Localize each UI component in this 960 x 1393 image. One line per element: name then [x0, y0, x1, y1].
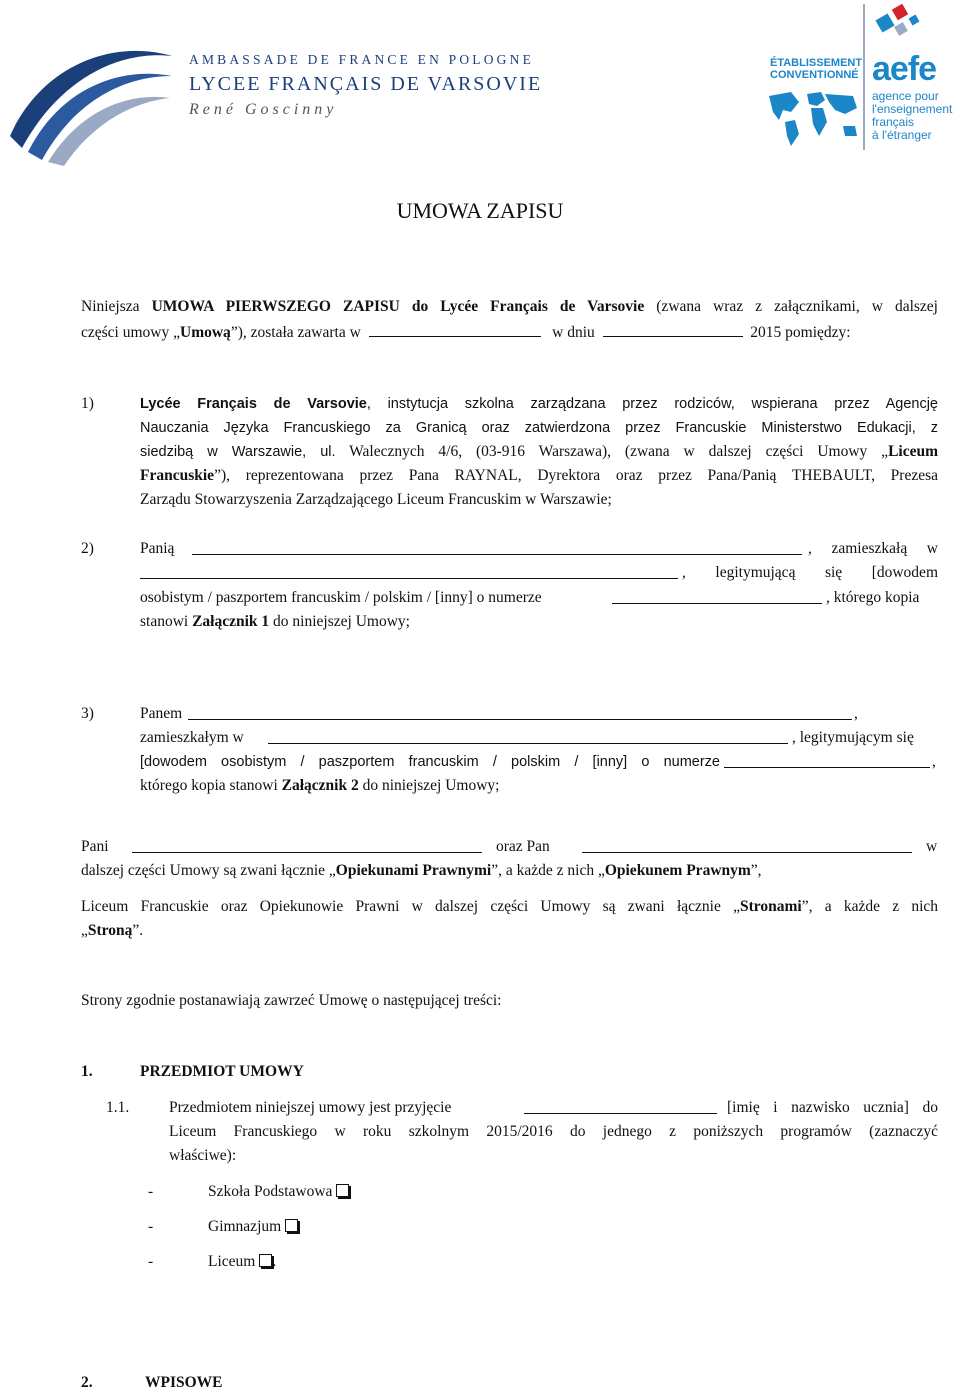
aefe-sub-3: français	[872, 115, 915, 129]
party1-l4b: ”), reprezentowana przez Pana RAYNAL, Dyrektora oraz przez Pana/Panią THEBAULT, Prezesa	[214, 467, 938, 484]
option-liceum-label: Liceum	[208, 1253, 256, 1270]
guardians-l2a: dalszej części Umowy są zwani łącznie „	[81, 862, 336, 879]
party3-l4c: do niniejszej Umowy;	[358, 777, 500, 794]
lycee-name-bold: Lycée Français de Varsovie	[140, 396, 367, 412]
embassy-line: AMBASSADE DE FRANCE EN POLOGNE	[189, 52, 535, 67]
guardians-oraz-pan: oraz Pan	[496, 838, 550, 855]
intro-text-2: (zwana wraz z załącznikami, w dalszej	[644, 298, 938, 315]
intro-line-1	[81, 297, 938, 317]
intro-text: Niniejsza	[81, 298, 152, 315]
checkbox-icon[interactable]	[285, 1219, 298, 1232]
party3-l1b: ,	[854, 705, 858, 722]
section-2-number	[81, 1373, 93, 1393]
party3-l3b: ,	[932, 753, 936, 770]
intro-l2d: w dniu	[552, 324, 595, 341]
checkbox-icon[interactable]	[336, 1184, 349, 1197]
lycee-logo-swoosh	[0, 28, 175, 168]
party2-address-blank[interactable]	[140, 564, 678, 579]
party1-l3a: siedzibą w Warszawie, ul.	[140, 444, 336, 460]
party2-id-blank[interactable]	[612, 589, 822, 604]
aefe-wordmark: aefe	[872, 50, 937, 88]
party1-line-2: Nauczania Języka Francuskiego za Granicą oraz zatwierdzona przez Francuskie Ministerstwo Edukacji, z	[140, 420, 938, 436]
option-dash: -	[148, 1183, 154, 1200]
parties-l1c: ”, a każde z nich	[801, 898, 938, 915]
party3-address-blank[interactable]	[268, 729, 788, 744]
aefe-sub-2: l'enseignement	[872, 102, 953, 116]
option-gimnazjum	[208, 1217, 298, 1237]
section-1-title	[140, 1062, 304, 1082]
zalacznik-2: Załącznik 2	[281, 777, 359, 794]
francuskie-bold: Francuskie	[140, 467, 215, 484]
agreement-statement: Strony zgodnie postanawiają zawrzeć Umowę o następującej treści:	[81, 992, 502, 1009]
party3-panem-label: Panem	[140, 705, 183, 722]
s1-num: 1.	[81, 1063, 93, 1080]
party3-name-blank[interactable]	[188, 705, 852, 720]
lycee-name: LYCEE FRANÇAIS DE VARSOVIE	[189, 73, 543, 95]
umowa-term: Umową	[180, 324, 231, 341]
party2-line-4	[140, 612, 410, 632]
party2-l2b: , legitymującą się [dowodem	[682, 564, 938, 581]
etab-line1: ÉTABLISSEMENT	[770, 57, 863, 69]
party3-line-4	[140, 776, 500, 796]
guardians-l2e: ”,	[750, 862, 762, 879]
s1-title: PRZEDMIOT UMOWY	[140, 1063, 304, 1080]
zalacznik-1: Załącznik 1	[192, 613, 270, 630]
option-szkola-label: Szkoła Podstawowa	[208, 1183, 333, 1200]
option-dash: -	[148, 1253, 154, 1270]
clause-1-1-l1a: Przedmiotem niniejszej umowy jest przyjęcie	[169, 1099, 452, 1116]
party2-pania-label: Panią	[140, 540, 175, 557]
guardians-l2c: ”, a każde z nich „	[491, 862, 605, 879]
intro-l2a: części umowy „	[81, 324, 180, 341]
intro-l2e: 2015 pomiędzy:	[750, 324, 851, 341]
checkbox-icon[interactable]	[259, 1254, 272, 1267]
party3-l2a: zamieszkałym w	[140, 729, 244, 746]
party1-l1: , instytucja szkolna zarządzana przez rodziców, wspierana przez Agencję	[366, 396, 938, 412]
world-map-icon	[765, 88, 860, 148]
opiekunem-prawnym: Opiekunem Prawnym	[604, 862, 751, 879]
option-dash: -	[148, 1218, 154, 1235]
intro-bold: UMOWA PIERWSZEGO ZAPISU do Lycée Français de Varsovie	[151, 298, 645, 315]
option-liceum	[208, 1252, 276, 1272]
parties-line-2	[81, 921, 143, 941]
party2-l4a: stanowi	[140, 613, 193, 630]
guardians-pan-blank[interactable]	[582, 838, 912, 853]
aefe-sub-4: à l'étranger	[872, 128, 932, 142]
s2-title: WPISOWE	[145, 1374, 223, 1391]
guardians-line-2	[81, 861, 762, 881]
party3-number: 3)	[81, 705, 94, 722]
clause-1-1-l1b: [imię i nazwisko ucznia] do	[727, 1099, 938, 1116]
etablissement-label	[770, 57, 863, 81]
party1-line-1	[140, 394, 938, 414]
clause-1-1-line-2: Liceum Francuskiego w roku szkolnym 2015/2016 do jednego z poniższych programów (zaznaczyć	[169, 1123, 938, 1140]
party3-l2b: , legitymującym się	[792, 729, 914, 746]
party1-line-4	[140, 466, 938, 486]
date-blank[interactable]	[603, 322, 743, 337]
document-title: UMOWA ZAPISU	[396, 198, 564, 223]
party1-number: 1)	[81, 395, 94, 412]
guardians-pani: Pani	[81, 838, 109, 855]
party1-line-5: Zarządu Stowarzyszenia Zarządzającego Liceum Francuskim w Warszawie;	[140, 491, 612, 508]
liceum-bold: Liceum	[888, 443, 938, 460]
etab-line2: CONVENTIONNÉ	[770, 69, 859, 81]
party2-name-blank[interactable]	[192, 540, 802, 555]
aefe-sub-1: agence pour	[872, 89, 939, 103]
party3-l4a: którego kopia stanowi	[140, 777, 282, 794]
intro-line-2	[81, 322, 851, 343]
guardians-pani-blank[interactable]	[132, 838, 482, 853]
parties-l2a: „	[81, 922, 88, 939]
section-2-title	[145, 1373, 223, 1393]
party2-l1b: , zamieszkałą w	[808, 540, 938, 557]
place-blank[interactable]	[369, 322, 541, 337]
party3-l3a: [dowodem osobistym / paszportem francuskim / polskim / [inny] o numerze	[140, 754, 720, 770]
opiekunami-prawnymi: Opiekunami Prawnymi	[335, 862, 492, 879]
party1-l3b: Walecznych 4/6, (03-916 Warszawa), (zwana w dalszej części Umowy „	[335, 443, 889, 460]
option-szkola	[208, 1182, 349, 1202]
parties-l2c: ”.	[132, 922, 144, 939]
party2-l3b: , którego kopia	[826, 589, 920, 606]
student-name-blank[interactable]	[524, 1099, 717, 1114]
party2-l3a: osobistym / paszportem francuskim / polskim / [inny] o numerze	[140, 589, 542, 606]
guardians-w: w	[926, 838, 938, 855]
parties-line-1	[81, 897, 938, 917]
option-liceum-suffix: .	[272, 1253, 277, 1270]
aefe-subtitle	[872, 90, 952, 142]
strona: Stroną	[87, 922, 133, 939]
option-gimnazjum-label: Gimnazjum	[208, 1218, 282, 1235]
intro-l2c: ”), została zawarta w	[230, 324, 361, 341]
rene-goscinny: René Goscinny	[189, 101, 338, 118]
clause-1-1-line-3: właściwe):	[169, 1147, 237, 1164]
s2-num: 2.	[81, 1374, 93, 1391]
section-1-number	[81, 1062, 93, 1082]
party3-id-blank[interactable]	[724, 753, 930, 768]
party1-line-3	[140, 442, 938, 462]
clause-1-1-number: 1.1.	[106, 1099, 130, 1116]
stronami: Stronami	[739, 898, 802, 915]
party2-l4c: do niniejszej Umowy;	[269, 613, 410, 630]
parties-l1a: Liceum Francuskie oraz Opiekunowie Prawni w dalszej części Umowy są zwani łącznie „	[81, 898, 740, 915]
party2-number: 2)	[81, 540, 94, 557]
